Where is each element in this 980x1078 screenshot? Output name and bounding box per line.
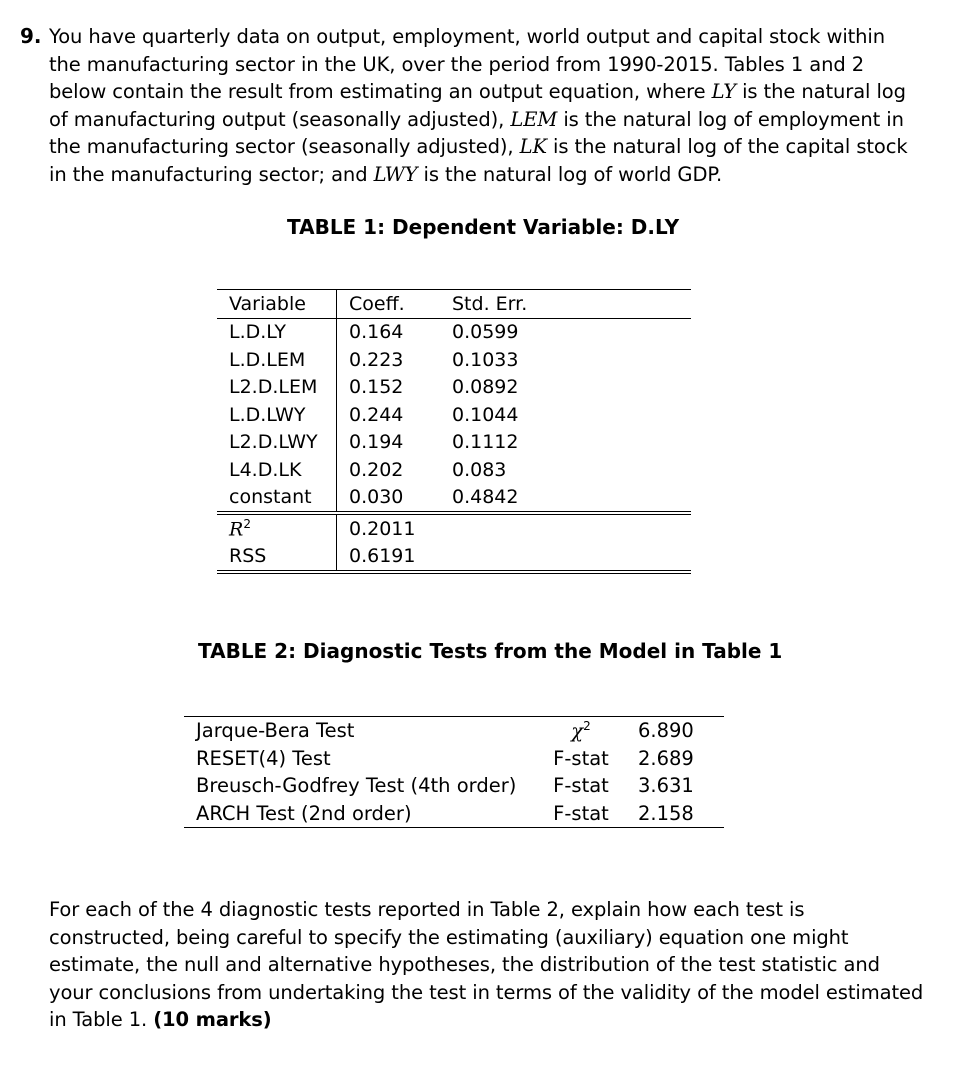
table-header-row (217, 290, 691, 319)
coeff-cell: 0.202 (349, 458, 404, 481)
variable-cell: L4.D.LK (217, 456, 337, 484)
test-stat-type: F-stat (553, 746, 609, 770)
coeff-cell: 0.164 (349, 321, 404, 344)
test-name: RESET(4) Test (196, 746, 331, 770)
test-stat-type: F-stat (553, 774, 609, 798)
question-number: 9. (20, 24, 42, 48)
std-err-cell: 0.1044 (452, 403, 519, 426)
variable-cell: L.D.LWY (217, 401, 337, 429)
std-err-cell: 0.083 (452, 458, 507, 481)
regression-table (217, 289, 691, 574)
test-name: Jarque-Bera Test (184, 717, 530, 745)
stat-value: 0.2011 (337, 513, 441, 543)
std-err-cell: 0.1112 (452, 431, 519, 454)
coeff-cell: 0.194 (349, 431, 404, 454)
variable-cell: L.D.LY (217, 318, 337, 346)
variable-cell: L2.D.LWY (217, 429, 337, 457)
var-lwy: LWY (373, 162, 418, 186)
variable-cell: L2.D.LEM (217, 374, 337, 402)
stat-row-r2 (217, 513, 691, 543)
table-row (217, 429, 691, 457)
test-stat-type: F-stat (530, 800, 632, 828)
var-lem: LEM (510, 107, 558, 131)
table-row (184, 745, 724, 773)
header-coeff: Coeff. (349, 292, 405, 315)
table-row (217, 456, 691, 484)
std-err-cell: 0.0599 (452, 321, 519, 344)
marks: (10 marks) (153, 1008, 272, 1032)
table-row (217, 374, 691, 402)
coeff-cell: 0.152 (349, 376, 404, 399)
table-row (217, 346, 691, 374)
test-stat-type: $\chi^2$ (530, 717, 632, 745)
table-row (184, 800, 724, 828)
test-value: 2.689 (638, 746, 694, 770)
stat-label: RSS (217, 543, 337, 573)
table-row (184, 772, 724, 800)
test-value: 2.158 (632, 800, 724, 828)
coeff-cell: 0.030 (349, 486, 404, 509)
test-value: 6.890 (632, 717, 724, 745)
question-instructions: For each of the 4 diagnostic tests reported in Table 2, explain how each test is constructed, being careful to specify the estimating (auxiliary) equation one might estimate, the null and alternative hypotheses, the distribution of the test statistic and your conclusions from undertaking the test in terms of the validity of the model estimated in Table 1. (10 marks) (49, 898, 924, 1032)
variable-cell: L.D.LEM (217, 346, 337, 374)
var-ly: LY (711, 80, 736, 104)
std-err-cell: 0.4842 (452, 486, 519, 509)
test-name: Breusch-Godfrey Test (4th order) (196, 774, 517, 798)
std-err-cell: 0.1033 (452, 348, 519, 371)
table-row (184, 717, 724, 745)
header-variable: Variable (217, 290, 337, 319)
coeff-cell: 0.244 (349, 403, 404, 426)
coeff-cell: 0.223 (349, 348, 404, 371)
header-std-err: Std. Err. (452, 292, 528, 315)
table1-title: TABLE 1: Dependent Variable: D.LY (287, 215, 680, 239)
stat-label: $R^2$ (217, 513, 337, 543)
table2-title: TABLE 2: Diagnostic Tests from the Model in Table 1 (198, 639, 783, 663)
stat-value: 0.6191 (337, 543, 441, 573)
table-row (217, 484, 691, 514)
diagnostics-table (184, 716, 724, 828)
question-intro: You have quarterly data on output, employment, world output and capital stock within the manufacturing sector in the UK, over the period from 1990-2015. Tables 1 and 2 below contain the result from estimating an output equation, where LY is the natural log of manufacturing output (seasonally adjusted), LEM is the natural log of employment in the manufacturing sector (seasonally adjusted), LK is the natural log of the capital stock in the manufacturing sector; and LWY is the natural log of world GDP. (49, 25, 908, 186)
variable-cell: constant (217, 484, 337, 514)
std-err-cell: 0.0892 (452, 376, 519, 399)
table-row (217, 318, 691, 346)
table-row (217, 401, 691, 429)
var-lk: LK (519, 135, 547, 159)
test-value: 3.631 (638, 774, 694, 798)
test-name: ARCH Test (2nd order) (184, 800, 530, 828)
stat-row-rss (217, 543, 691, 573)
